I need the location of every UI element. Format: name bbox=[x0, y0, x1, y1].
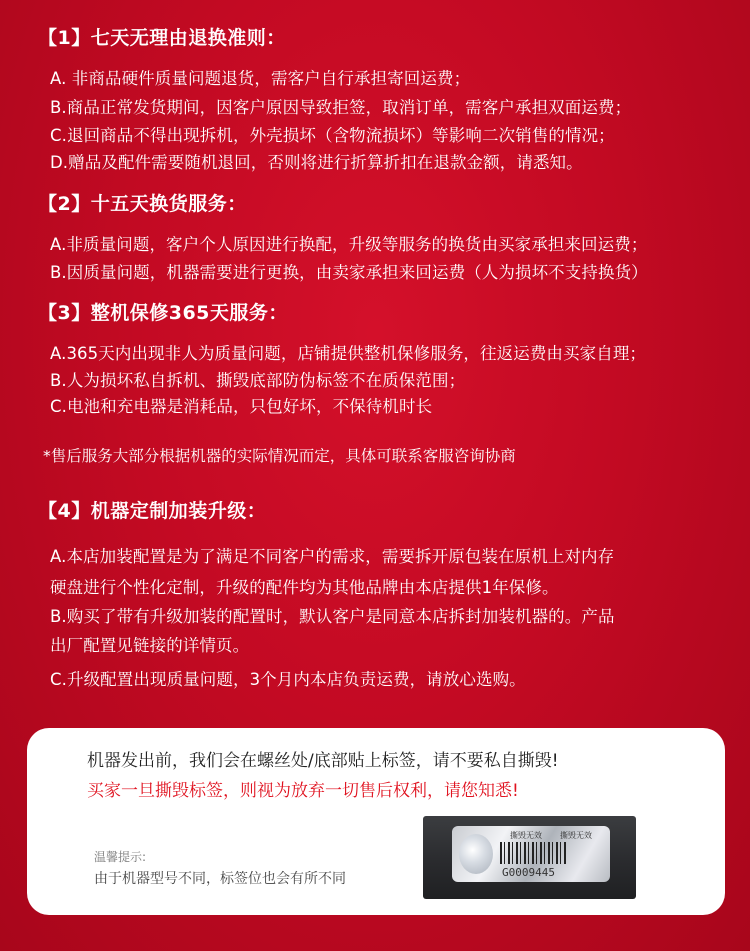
section-2-item-a: A.非质量问题，客户个人原因进行换配，升级等服务的换货由买家承担来回运费； bbox=[50, 235, 648, 254]
seal-warning-text: 买家一旦撕毁标签，则视为放弃一切售后权利，请您知悉! bbox=[87, 781, 519, 801]
section-1-item-b: B.商品正常发货期间，因客户原因导致拒签，取消订单，需客户承担双面运费； bbox=[50, 98, 632, 117]
sticker-void-text-2: 撕毁无效 bbox=[560, 831, 592, 840]
sticker-void-text-1: 撕毁无效 bbox=[510, 831, 542, 840]
tip-label: 温馨提示: bbox=[94, 850, 147, 864]
section-2-title: 【2】十五天换货服务： bbox=[38, 193, 247, 215]
section-4-line-3: B.购买了带有升级加装的配置时，默认客户是同意本店拆封加装机器的。产品 bbox=[50, 607, 615, 626]
seal-notice-text: 机器发出前，我们会在螺丝处/底部贴上标签，请不要私自撕毁! bbox=[87, 751, 559, 771]
section-4-title: 【4】机器定制加装升级： bbox=[38, 500, 267, 522]
section-4-line-5: C.升级配置出现质量问题，3个月内本店负责运费，请放心选购。 bbox=[50, 670, 526, 689]
section-1-title: 【1】七天无理由退换准则： bbox=[38, 27, 286, 49]
after-sales-footnote: *售后服务大部分根据机器的实际情况而定，具体可联系客服咨询协商 bbox=[43, 447, 516, 465]
section-2-item-b: B.因质量问题，机器需要进行更换，由卖家承担来回运费（人为损坏不支持换货） bbox=[50, 263, 648, 282]
section-1-item-d: D.赠品及配件需要随机退回，否则将进行折算折扣在退款金额，请悉知。 bbox=[50, 153, 583, 172]
section-1-item-a: A. 非商品硬件质量问题退货，需客户自行承担寄回运费； bbox=[50, 69, 471, 88]
section-3-title: 【3】整机保修365天服务： bbox=[38, 302, 288, 324]
tip-text: 由于机器型号不同，标签位也会有所不同 bbox=[94, 871, 346, 887]
warranty-sticker-photo bbox=[423, 816, 636, 899]
section-4-line-4: 出厂配置见链接的详情页。 bbox=[50, 636, 250, 655]
section-3-item-b: B.人为损坏私自拆机、撕毁底部防伪标签不在质保范围； bbox=[50, 371, 466, 390]
section-4-line-1: A.本店加装配置是为了满足不同客户的需求，需要拆开原包装在原机上对内存 bbox=[50, 547, 615, 566]
section-1-item-c: C.退回商品不得出现拆机，外壳损坏（含物流损坏）等影响二次销售的情况； bbox=[50, 126, 615, 145]
section-3-item-c: C.电池和充电器是消耗品，只包好坏，不保待机时长 bbox=[50, 397, 433, 416]
barcode-icon bbox=[500, 842, 566, 864]
sticker-serial-number: G0009445 bbox=[502, 866, 555, 879]
seal-notice-card bbox=[27, 728, 725, 915]
warranty-seal-sticker bbox=[452, 826, 610, 882]
section-3-item-a: A.365天内出现非人为质量问题，店铺提供整机保修服务，往返运费由买家自理； bbox=[50, 344, 647, 363]
hologram-icon bbox=[459, 834, 493, 874]
section-4-line-2: 硬盘进行个性化定制，升级的配件均为其他品牌由本店提供1年保修。 bbox=[50, 578, 559, 597]
